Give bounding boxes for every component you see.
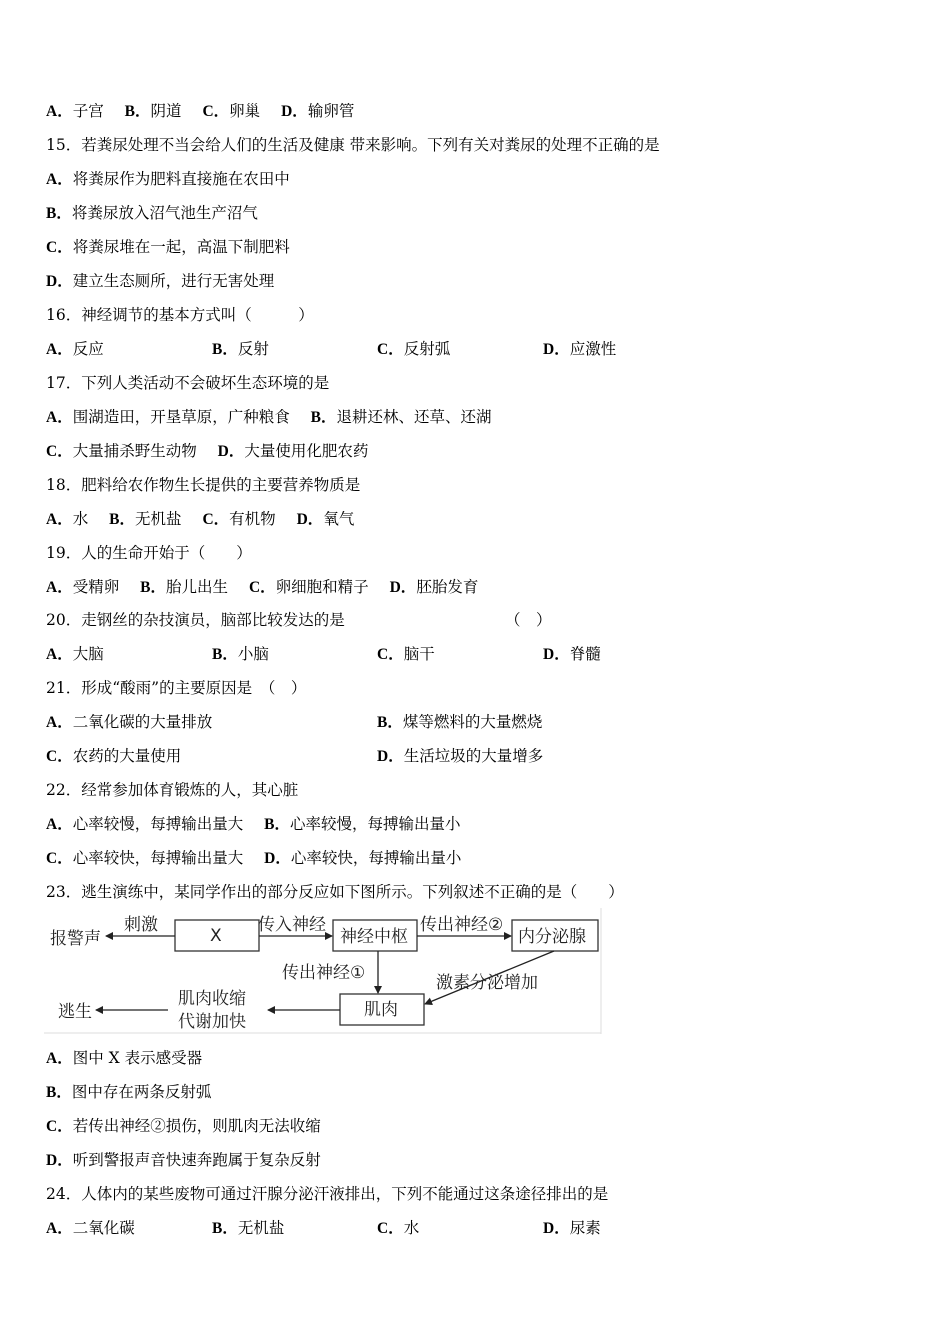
label-contract1: 肌肉收缩: [178, 989, 246, 1009]
q21-option-c: C．农药的大量使用: [46, 747, 182, 765]
label-contract2: 代谢加快: [178, 1012, 246, 1032]
q21-option-d: D．生活垃圾的大量增多: [377, 747, 544, 765]
q23-option-d: D．听到警报声音快速奔跑属于复杂反射: [46, 1151, 321, 1169]
q16-option-d: D．应激性: [543, 340, 617, 358]
q18-options: A．水 B．无机盐 C．有机物 D．氧气: [46, 510, 355, 528]
q15-option-a: A．将粪尿作为肥料直接施在农田中: [46, 170, 290, 188]
q18-stem: 18．肥料给农作物生长提供的主要营养物质是: [46, 476, 361, 494]
q22-options-cd: C．心率较快，每搏输出量大 D．心率较快，每搏输出量小: [46, 849, 462, 867]
label-hormone: 激素分泌增加: [436, 973, 538, 993]
reflex-diagram: [44, 908, 602, 1034]
label-muscle: 肌肉: [364, 1000, 398, 1020]
q16-option-a: A．反应: [46, 340, 104, 358]
q19-option-d: 胚胎发育: [416, 578, 479, 596]
q22-option-b: 心率较慢，每搏输出量小: [290, 815, 461, 833]
q21-stem: 21．形成“酸雨”的主要原因是 （ ）: [46, 679, 307, 697]
q19-option-b: 胎儿出生: [166, 578, 229, 596]
label-x: X: [210, 926, 222, 946]
q20-option-b: B．小脑: [212, 645, 269, 663]
q23-stem: 23．逃生演练中，某同学作出的部分反应如下图所示。下列叙述不正确的是（ ）: [46, 883, 624, 901]
q23-option-a: A．图中 X 表示感受器: [46, 1049, 203, 1067]
q14-options: A．子宫 B．阴道 C．卵巢 D．输卵管: [46, 102, 355, 120]
q24-option-c: C．水: [377, 1219, 420, 1237]
q17-stem: 17．下列人类活动不会破坏生态环境的是: [46, 374, 330, 392]
q18-option-a: 水: [72, 510, 89, 528]
q24-stem: 24．人体内的某些废物可通过汗腺分泌汗液排出，下列不能通过这条途径排出的是: [46, 1185, 609, 1203]
q20-option-a: A．大脑: [46, 645, 104, 663]
label-stimulus: 刺激: [124, 915, 158, 935]
q24-option-d: D．尿素: [543, 1219, 601, 1237]
q14-option-c: 卵巢: [229, 102, 261, 120]
q18-option-c: 有机物: [229, 510, 276, 528]
label-afferent: 传入神经: [258, 915, 326, 935]
q21-option-b: B．煤等燃料的大量燃烧: [377, 713, 543, 731]
q18-option-d: 氧气: [323, 510, 355, 528]
q15-stem: 15．若粪尿处理不当会给人们的生活及健康 带来影响。下列有关对粪尿的处理不正确的是: [46, 136, 660, 154]
q19-option-c: 卵细胞和精子: [275, 578, 369, 596]
q17-option-a: 围湖造田，开垦草原，广种粮食: [72, 408, 290, 426]
q24-option-b: B．无机盐: [212, 1219, 285, 1237]
q17-options-cd: C．大量捕杀野生动物 D．大量使用化肥农药: [46, 442, 369, 460]
q19-options: A．受精卵 B．胎儿出生 C．卵细胞和精子 D．胚胎发育: [46, 578, 479, 596]
q22-option-d: 心率较快，每搏输出量小: [290, 849, 462, 867]
q17-option-b: 退耕还林、还草、还湖: [336, 408, 492, 426]
q16-option-c: C．反射弧: [377, 340, 451, 358]
label-efferent1: 传出神经①: [282, 963, 366, 983]
q22-stem: 22．经常参加体育锻炼的人，其心脏: [46, 781, 299, 799]
q19-stem: 19．人的生命开始于（ ）: [46, 544, 252, 562]
q22-options-ab: A．心率较慢，每搏输出量大 B．心率较慢，每搏输出量小: [46, 815, 461, 833]
q15-option-b: B．将粪尿放入沼气池生产沼气: [46, 204, 258, 222]
q14-option-a: 子宫: [72, 102, 104, 120]
q15-option-c: C．将粪尿堆在一起，高温下制肥料: [46, 238, 290, 256]
q14-option-d: 输卵管: [307, 102, 355, 120]
q24-option-a: A．二氧化碳: [46, 1219, 135, 1237]
q17-option-d: 大量使用化肥农药: [244, 442, 369, 460]
q16-option-b: B．反射: [212, 340, 269, 358]
label-center: 神经中枢: [340, 927, 408, 947]
q20-option-d: D．脊髓: [543, 645, 601, 663]
q22-option-c: 心率较快，每搏输出量大: [72, 849, 244, 867]
q17-option-c: 大量捕杀野生动物: [72, 442, 197, 460]
q23-option-b: B．图中存在两条反射弧: [46, 1083, 212, 1101]
q18-option-b: 无机盐: [135, 510, 182, 528]
q20-bracket: （ ）: [505, 611, 552, 629]
label-escape: 逃生: [58, 1002, 92, 1022]
q22-option-a: 心率较慢，每搏输出量大: [72, 815, 244, 833]
q15-option-d: D．建立生态厕所，进行无害处理: [46, 272, 275, 290]
q16-stem: 16．神经调节的基本方式叫（ ）: [46, 306, 314, 324]
label-alarm: 报警声: [50, 929, 101, 949]
q14-option-b: 阴道: [150, 102, 182, 120]
q19-option-a: 受精卵: [72, 578, 120, 596]
q20-stem: 20．走钢丝的杂技演员，脑部比较发达的是: [46, 611, 345, 629]
q17-options-ab: A．围湖造田，开垦草原，广种粮食 B．退耕还林、还草、还湖: [46, 408, 492, 426]
q21-option-a: A．二氧化碳的大量排放: [46, 713, 213, 731]
q20-option-c: C．脑干: [377, 645, 435, 663]
label-efferent2: 传出神经②: [420, 915, 504, 935]
label-endocrine: 内分泌腺: [518, 927, 586, 947]
q23-option-c: C．若传出神经②损伤，则肌肉无法收缩: [46, 1117, 321, 1135]
